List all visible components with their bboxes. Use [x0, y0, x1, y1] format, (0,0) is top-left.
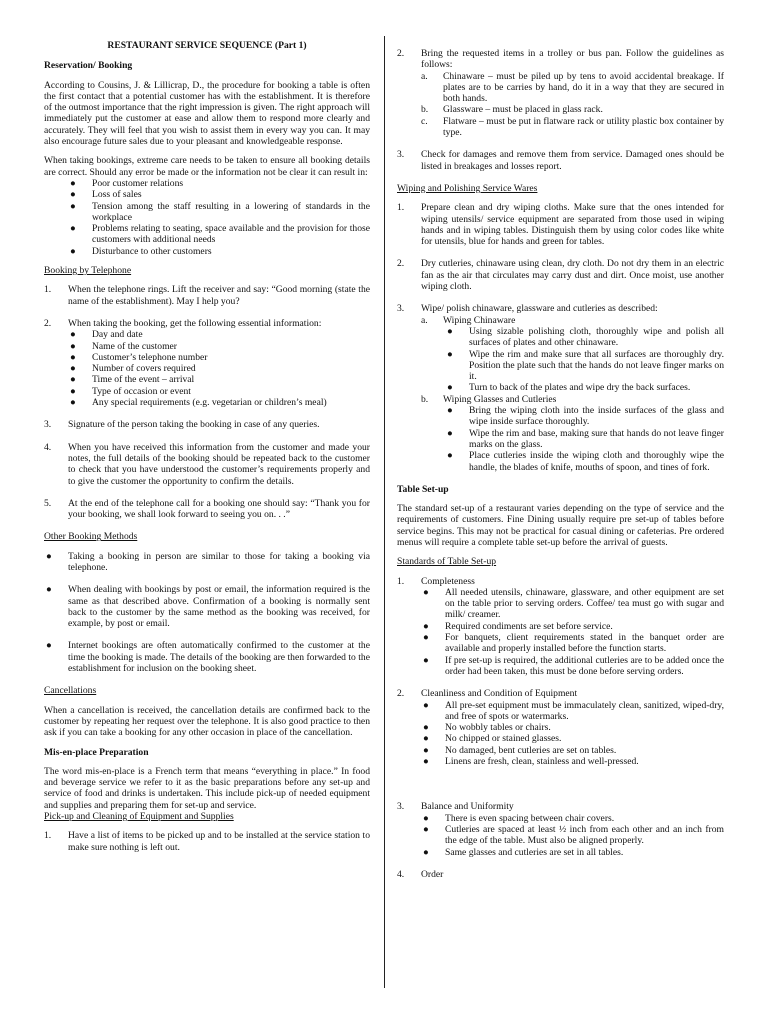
bullet-icon: ● — [423, 812, 429, 824]
list-item: ● Using sizable polishing cloth, thoroughly wipe and polish all surfaces of plates and other chinaware. — [447, 325, 724, 349]
numbered-item: 5. At the end of the telephone call for a booking one should say: “Thank you for your booking, we shall look forward to seeing you on. . .” — [44, 497, 370, 521]
bullet-icon: ● — [70, 245, 76, 257]
bullet-icon: ● — [70, 374, 76, 386]
bullet-icon: ● — [70, 200, 76, 212]
bullet-icon: ● — [423, 823, 429, 835]
bullet-icon: ● — [423, 722, 429, 734]
reservation-paragraph-1: According to Cousins, J. & Lillicrap, D., the procedure for booking a table is often the first contact that a potential customer has with the establishment. It is therefore of the outmost importance that the right impression is given. The right approach will immediately put the customer at ease and allow them to respond more clearly and accurately. They will feel that you wish to assist them in every way you can. It may also encourage future sales due to your pleasant and knowledgeable response. — [44, 79, 370, 148]
list-item: ● All pre-set equipment must be immaculately clean, sanitized, wiped-dry, and free of spots or watermarks. — [423, 699, 724, 722]
bullet-icon: ● — [70, 340, 76, 352]
numbered-item: 2. Bring the requested items in a trolley or bus pan. Follow the guidelines as follows: — [397, 48, 724, 71]
reservation-bullets — [68, 178, 370, 257]
cancellations-heading: Cancellations — [44, 685, 97, 697]
list-item: ● Wipe the rim and make sure that all surfaces are thoroughly dry. Position the plate such that the hands do not leave finger marks on it. — [447, 348, 724, 383]
list-item: ● All needed utensils, chinaware, glassware, and other equipment are set on the table prior to serving orders. Coffee/ tea must go with sugar and milk/ creamer. — [423, 586, 724, 621]
bullet-icon: ● — [423, 846, 429, 858]
list-item: ● Internet bookings are often automatically confirmed to the customer at the time the booking is made. The details of the booking are then forwarded to the establishment for inclusion on the booking sheet. — [46, 640, 370, 675]
bullet-icon: ● — [447, 405, 453, 417]
column-divider — [384, 36, 385, 988]
bullet-icon: ● — [423, 744, 429, 756]
bullet-icon: ● — [423, 733, 429, 745]
bullet-icon: ● — [423, 632, 429, 644]
list-item: ● Tension among the staff resulting in a lowering of standards in the workplace — [70, 200, 370, 223]
list-item: b. Wiping Glasses and Cutleries — [421, 393, 557, 405]
numbered-item: 3. Check for damages and remove them from service. Damaged ones should be listed in breakages and losses report. — [397, 149, 724, 172]
list-item: ● When dealing with bookings by post or email, the information required is the same as that described above. Confirmation of a booking is normally sent back to the customer by the same method as the booking was received, for example, by post or email. — [46, 584, 370, 630]
std1-bullets — [421, 587, 724, 677]
list-item: ● Turn to back of the plates and wipe dry the back surfaces. — [447, 382, 691, 394]
bullet-icon: ● — [447, 348, 453, 360]
right-column — [397, 48, 724, 880]
reservation-heading: Reservation/ Booking — [44, 60, 133, 72]
reservation-paragraph-2: When taking bookings, extreme care needs to be taken to ensure all booking details are correct. Should any error be made or the information not be clear it can result in: — [44, 155, 370, 178]
numbered-item: 3. Wipe/ polish chinaware, glassware and cutleries as described: — [397, 303, 658, 315]
pickup-heading: Pick-up and Cleaning of Equipment and Supplies — [44, 811, 234, 823]
list-item: ● Problems relating to seating, space available and the provision for those customers with additional needs — [70, 223, 370, 246]
wiping-heading: Wiping and Polishing Service Wares — [397, 182, 538, 194]
list-item: ● Cutleries are spaced at least ½ inch from each other and an inch from the edge of the table. Must also be aligned properly. — [423, 823, 724, 847]
bullet-icon: ● — [70, 177, 76, 189]
left-column — [44, 36, 370, 864]
list-item: ● Bring the wiping cloth into the inside surfaces of the glass and wipe inside surface thoroughly. — [447, 405, 724, 428]
bullet-icon: ● — [423, 756, 429, 768]
numbered-item: 2. When taking the booking, get the following essential information: — [44, 317, 322, 329]
other-methods-heading: Other Booking Methods — [44, 531, 138, 543]
bullet-icon: ● — [423, 620, 429, 632]
page-title: RESTAURANT SERVICE SEQUENCE (Part 1) — [107, 40, 307, 51]
bullet-icon: ● — [70, 223, 76, 235]
list-item: ● Number of covers required — [70, 363, 196, 375]
standards-heading: Standards of Table Set-up — [397, 556, 497, 568]
telephone-heading: Booking by Telephone — [44, 265, 132, 277]
list-item: c. Flatware – must be put in flatware rack or utility plastic box container by type. — [421, 115, 724, 139]
list-item: ● If pre set-up is required, the additional cutleries are to be added once the order had been taken, this must be done before serving orders. — [423, 654, 724, 677]
misen-heading: Mis-en-place Preparation — [44, 746, 149, 758]
list-item: ● No wobbly tables or chairs. — [423, 722, 551, 734]
list-item: ● For banquets, client requirements stated in the banquet order are available and properly installed before the function starts. — [423, 632, 724, 655]
bullet-icon: ● — [46, 550, 52, 562]
std3-bullets — [421, 813, 724, 858]
bullet-icon: ● — [70, 363, 76, 375]
bullet-icon: ● — [447, 427, 453, 439]
list-item: ● Linens are fresh, clean, stainless and well-pressed. — [423, 756, 639, 768]
list-item: ● Poor customer relations — [70, 177, 184, 189]
list-item: ● Place cutleries inside the wiping cloth and thoroughly wipe the handle, the blades of knife, mouths of spoon, and tines of fork. — [447, 450, 724, 473]
list-item: ● Customer’s telephone number — [70, 351, 208, 363]
numbered-item: 1. Have a list of items to be picked up and to be installed at the service station to make sure nothing is left out. — [44, 830, 370, 853]
list-item: ● There is even spacing between chair covers. — [423, 812, 615, 824]
setup-heading: Table Set-up — [397, 483, 449, 495]
list-item: ● Required condiments are set before service. — [423, 620, 613, 632]
list-item: ● No chipped or stained glasses. — [423, 733, 562, 745]
list-item: ● Loss of sales — [70, 189, 142, 201]
bullet-icon: ● — [70, 351, 76, 363]
list-item: a. Wiping Chinaware — [421, 314, 516, 326]
pickup-sublist — [421, 71, 724, 139]
numbered-item: 4. When you have received this information from the customer and made your notes, the full details of the booking should be repeated back to the customer to check that you have understood the customer’s requirements properly and to give the customer the opportunity to confirm the details. — [44, 441, 370, 487]
misen-paragraph: The word mis-en-place is a French term that means “everything in place.” In food and beverage service we refer to it as the basic preparations before any set-up and service of food and drinks is undertaken. This include pick-up of needed equipment and supplies and preparing them for set-up and service. — [44, 765, 370, 811]
bullet-icon: ● — [70, 329, 76, 341]
numbered-item: 2. Dry cutleries, chinaware using clean, dry cloth. Do not dry them in an electric fan as the air that circulates may carry dust and dirt. Once moist, use another wiping cloth. — [397, 258, 724, 293]
bullet-icon: ● — [423, 654, 429, 666]
numbered-item: 4. Order — [397, 868, 444, 880]
list-item: ● Name of the customer — [70, 340, 177, 352]
list-item: ● Wipe the rim and base, making sure that hands do not leave finger marks on the glass. — [447, 427, 724, 450]
bullet-icon: ● — [46, 584, 52, 596]
numbered-item: 3. Balance and Uniformity — [397, 801, 514, 813]
list-item: ● Day and date — [70, 329, 143, 341]
numbered-item: 1. When the telephone rings. Lift the receiver and say: “Good morning (state the name of the establishment). May I help you? — [44, 284, 370, 307]
bullet-icon: ● — [447, 382, 453, 394]
list-item: ● Same glasses and cutleries are set in all tables. — [423, 846, 624, 858]
numbered-item: 2. Cleanliness and Condition of Equipment — [397, 688, 578, 700]
setup-paragraph: The standard set-up of a restaurant varies depending on the type of service and the requirements of customers. Fine Dining usually require pre set-up of tables before service begins. This may not be practical for casual dining or cafeterias. Pre ordered menus will require a complete table set-up before the arrival of guests. — [397, 503, 724, 548]
numbered-item: 1. Prepare clean and dry wiping cloths. Make sure that the ones intended for wiping utensils/ service equipment are separated from those used in wiping hands and in wiping tables. Distinguish them by using color codes like white for utensils, blue for hands and green for tables. — [397, 202, 724, 248]
list-item: ● Time of the event – arrival — [70, 374, 195, 386]
std2-bullets — [421, 700, 724, 768]
list-item: ● Any special requirements (e.g. vegetarian or children’s meal) — [70, 397, 327, 409]
bullet-icon: ● — [70, 397, 76, 409]
list-item: a. Chinaware – must be piled up by tens to avoid accidental breakage. If plates are to be carries by hand, do it in a way that they are secured in both hands. — [421, 70, 724, 105]
bullet-icon: ● — [423, 699, 429, 711]
cancellations-paragraph: When a cancellation is received, the cancellation details are confirmed back to the customer by repeating her request over the telephone. It is also good practice to then ask if you can take a booking for any other occasion in place of the cancellation. — [44, 704, 370, 739]
list-item: ● Type of occasion or event — [70, 385, 191, 397]
bullet-icon: ● — [423, 586, 429, 598]
list-item: b. Glassware – must be placed in glass rack. — [421, 104, 603, 116]
list-item: ● Disturbance to other customers — [70, 245, 212, 257]
numbered-item: 1. Completeness — [397, 575, 475, 587]
bullet-icon: ● — [447, 325, 453, 337]
bullet-icon: ● — [46, 640, 52, 652]
wiping-sublist — [421, 315, 724, 473]
bullet-icon: ● — [447, 450, 453, 462]
list-item: ● No damaged, bent cutleries are set on tables. — [423, 744, 617, 756]
essential-info-list — [68, 329, 370, 408]
bullet-icon: ● — [70, 189, 76, 201]
list-item: ● Taking a booking in person are similar to those for taking a booking via telephone. — [46, 550, 370, 573]
numbered-item: 3. Signature of the person taking the booking in case of any queries. — [44, 419, 320, 431]
bullet-icon: ● — [70, 385, 76, 397]
